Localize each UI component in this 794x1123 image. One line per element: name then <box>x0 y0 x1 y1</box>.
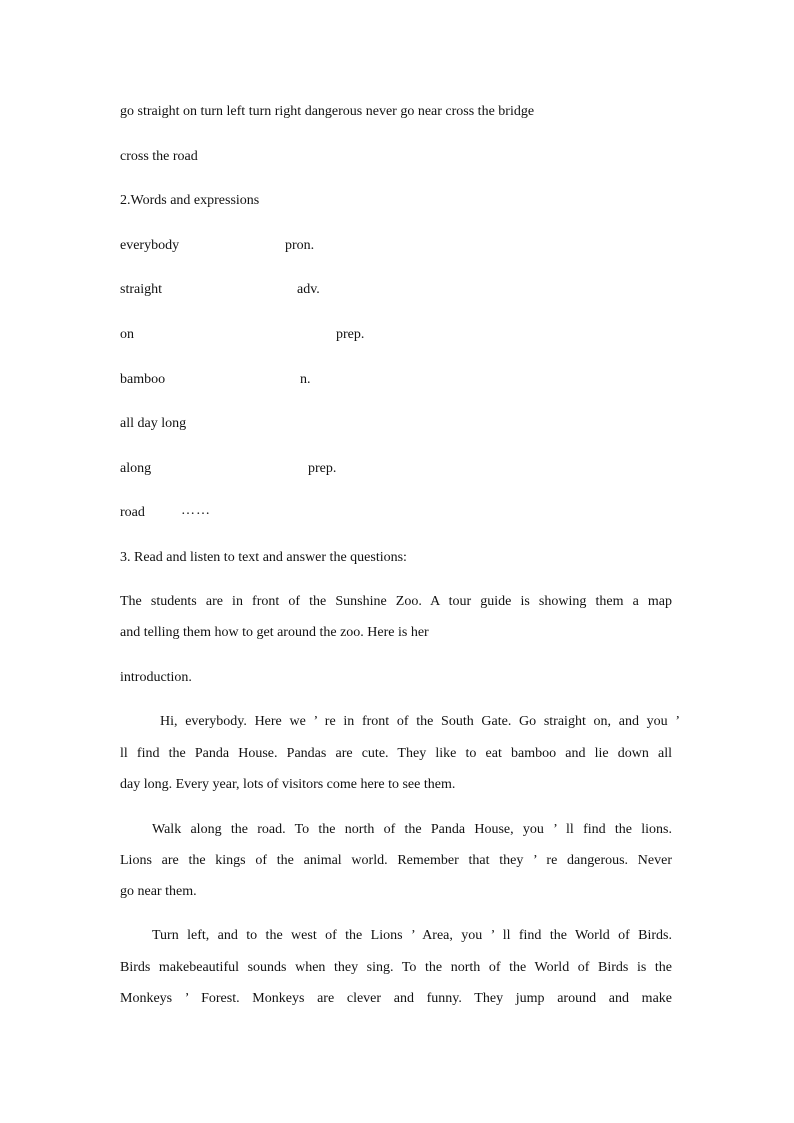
intro-line-2: and telling them how to get around the zoo. Here is her <box>120 625 429 640</box>
intro-line-1: The students are in front of the Sunshine Zoo. A tour guide is showing them a map <box>120 594 672 609</box>
para-2-line-1: Walk along the road. To the north of the Panda House, you ’ ll find the lions. <box>152 822 672 837</box>
vocab-pos: prep. <box>336 327 365 342</box>
section-3-heading: 3. Read and listen to text and answer the questions: <box>120 550 407 565</box>
para-2-line-2: Lions are the kings of the animal world. Remember that they ’ re dangerous. Never <box>120 853 672 868</box>
vocab-word: along <box>120 461 152 476</box>
vocab-word: road <box>120 505 145 520</box>
vocab-word: straight <box>120 282 162 297</box>
vocab-pos: prep. <box>308 461 337 476</box>
vocab-word: on <box>120 327 134 342</box>
para-1-line-3: day long. Every year, lots of visitors come here to see them. <box>120 777 456 792</box>
vocab-pos: adv. <box>297 282 320 297</box>
para-1-line-1: Hi, everybody. Here we ’ re in front of the South Gate. Go straight on, and you ’ <box>160 714 680 729</box>
para-2-line-3: go near them. <box>120 884 197 899</box>
vocab-pos: pron. <box>285 238 315 253</box>
vocab-word: everybody <box>120 238 180 253</box>
para-1-line-2: ll find the Panda House. Pandas are cute. They like to eat bamboo and lie down all <box>120 746 672 761</box>
phrases-line-2: cross the road <box>120 149 198 164</box>
vocab-word: all day long <box>120 416 187 431</box>
vocab-pos: n. <box>300 372 311 387</box>
phrases-line-1: go straight on turn left turn right dangerous never go near cross the bridge <box>120 104 535 119</box>
vocab-word: bamboo <box>120 372 166 387</box>
para-3-line-3: Monkeys ’ Forest. Monkeys are clever and funny. They jump around and make <box>120 991 672 1006</box>
intro-line-3: introduction. <box>120 670 192 685</box>
vocab-ellipsis: …… <box>181 503 211 518</box>
para-3-line-1: Turn left, and to the west of the Lions ’ Area, you ’ ll find the World of Birds. <box>152 928 672 943</box>
para-3-line-2: Birds makebeautiful sounds when they sing. To the north of the World of Birds is the <box>120 960 672 975</box>
section-2-heading: 2.Words and expressions <box>120 193 260 208</box>
